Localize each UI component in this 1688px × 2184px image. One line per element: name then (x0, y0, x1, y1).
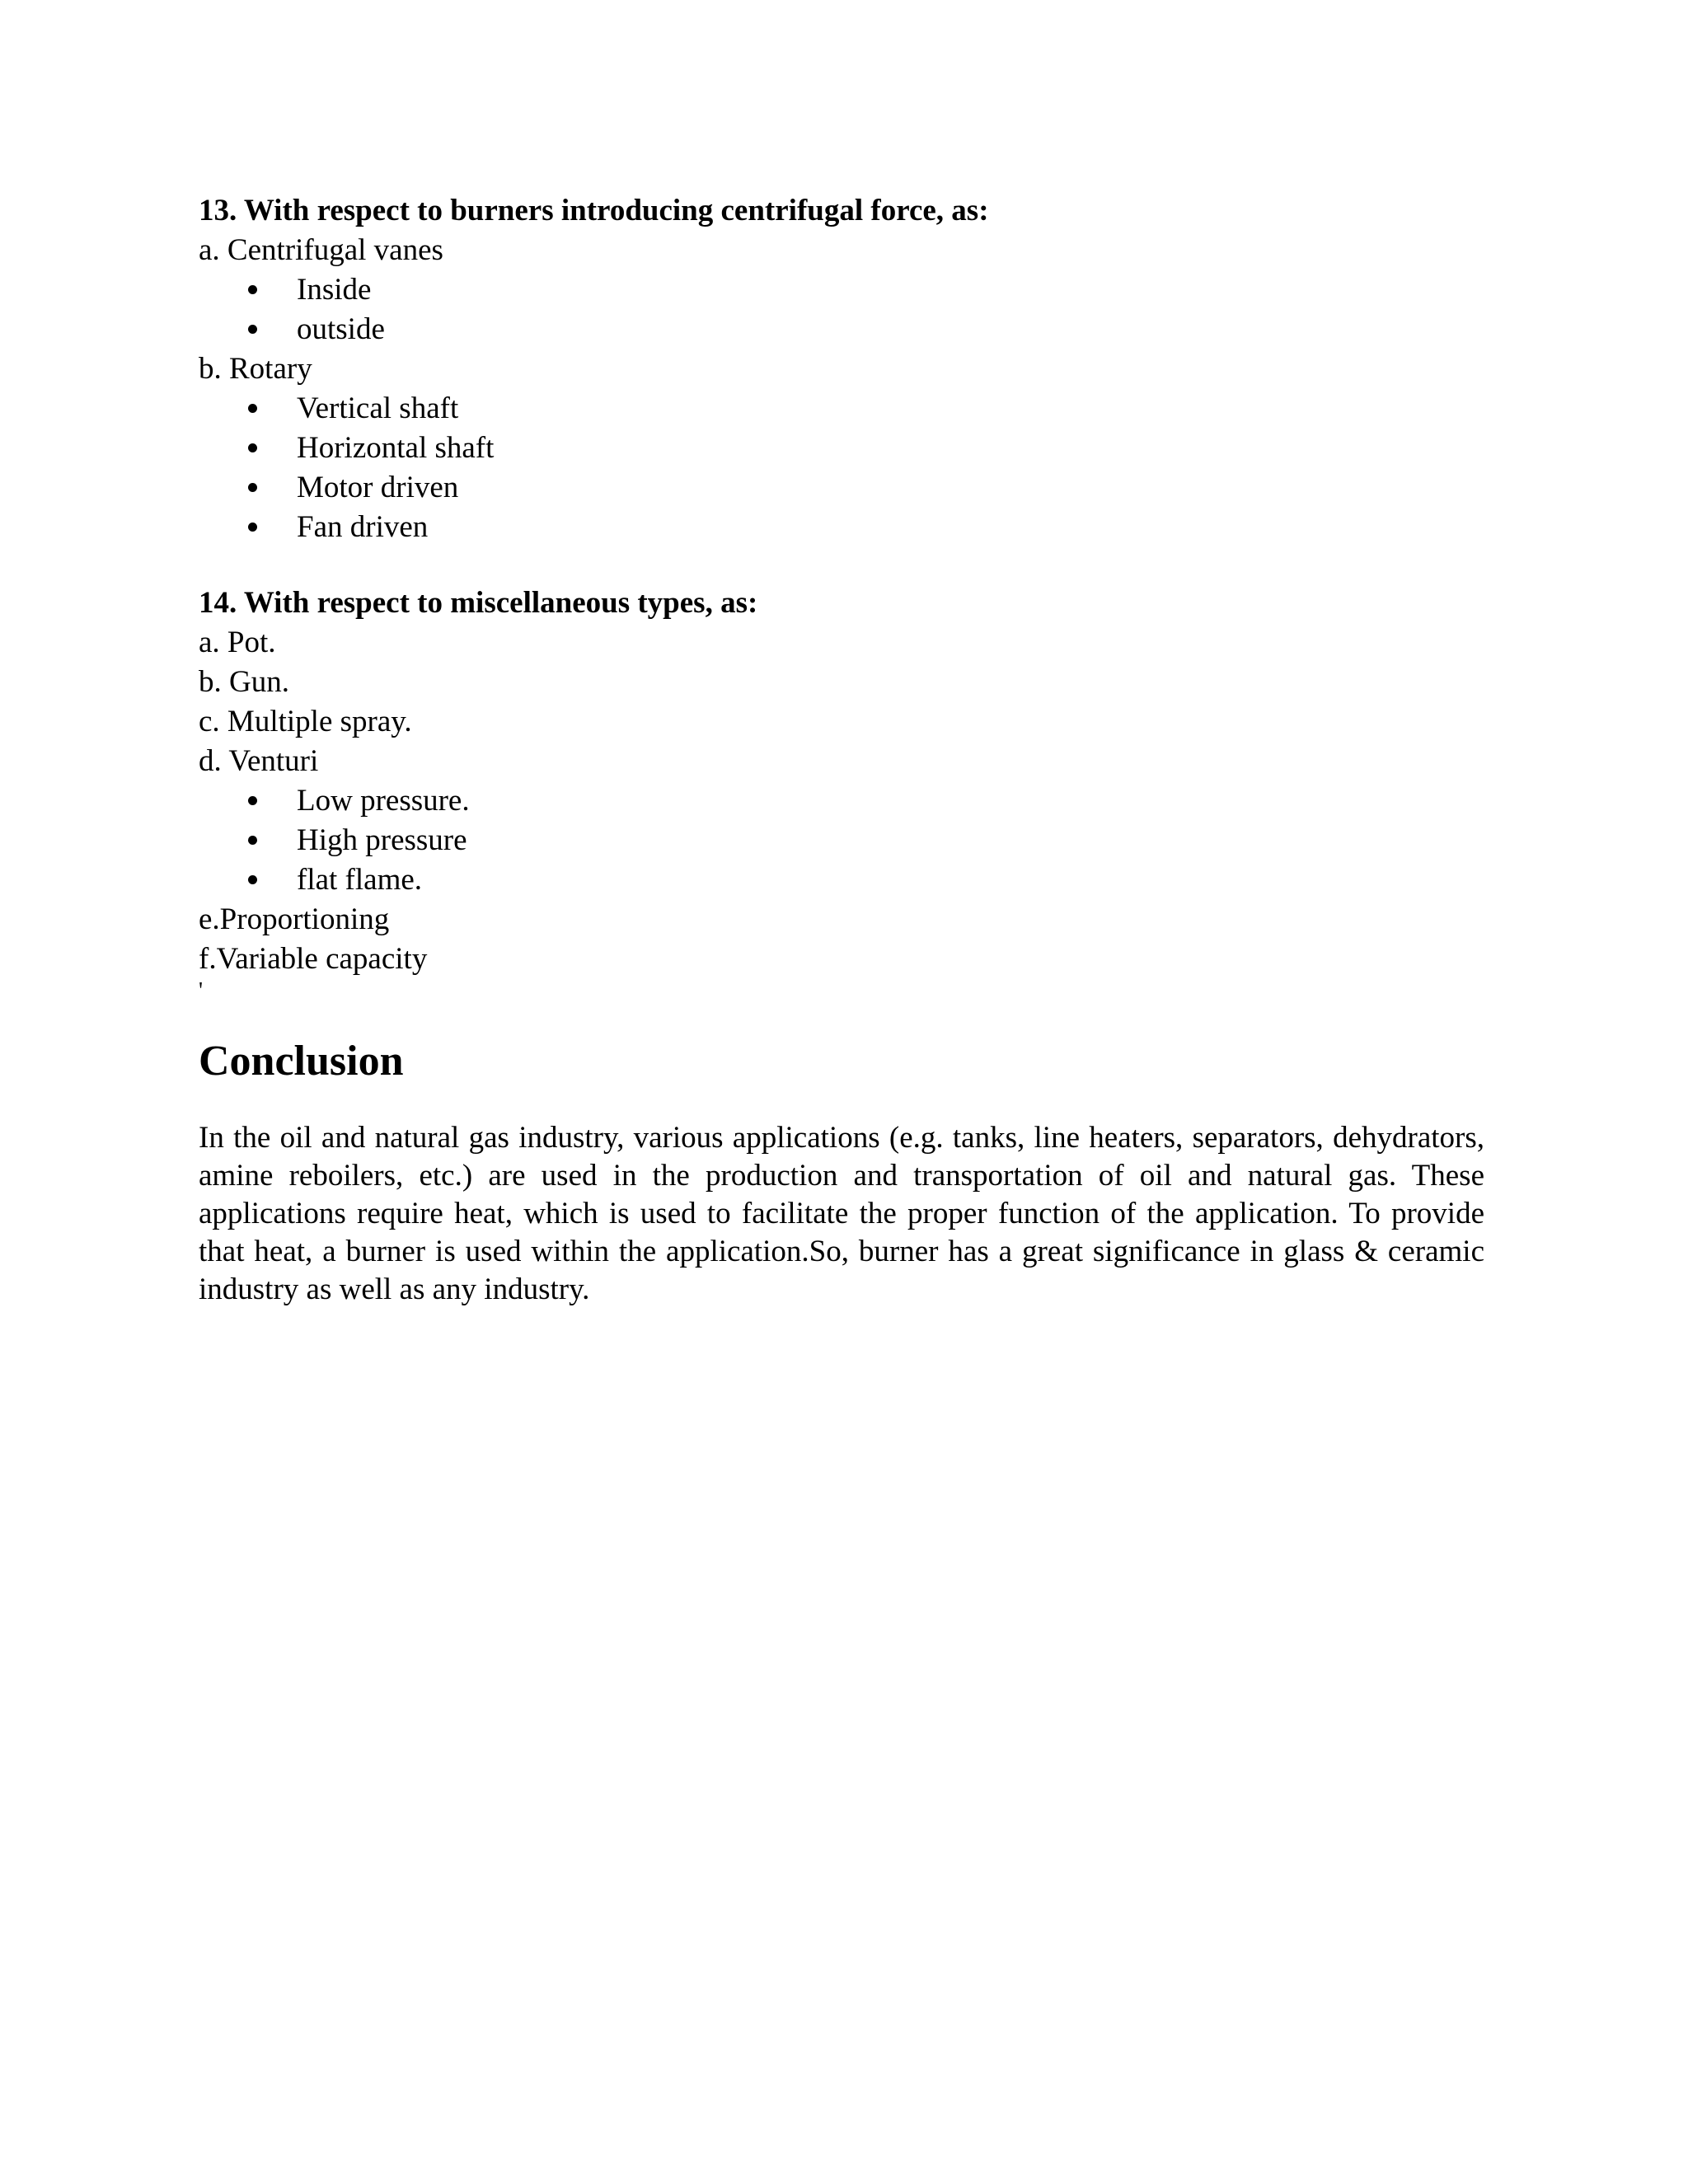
bullet-icon (248, 836, 257, 845)
bullet-icon (248, 523, 257, 532)
section-13-b-list (199, 389, 1484, 547)
bullet-icon (248, 325, 257, 334)
list-item-text: Inside (297, 273, 372, 307)
list-item-text: Low pressure. (297, 784, 470, 818)
list-item-text: High pressure (297, 823, 467, 857)
list-item-text: Vertical shaft (297, 391, 459, 425)
section-14-item-f: f.Variable capacity (199, 942, 428, 976)
list-item (199, 508, 1484, 547)
list-item-text: outside (297, 312, 385, 346)
section-13-heading: 13. With respect to burners introducing centrifugal force, as: (199, 194, 989, 227)
bullet-icon (248, 404, 257, 413)
stray-mark: ' (199, 978, 204, 1004)
bullet-icon (248, 483, 257, 492)
section-14-d-list (199, 781, 1484, 900)
bullet-icon (248, 875, 257, 884)
list-item-text: flat flame. (297, 863, 423, 897)
conclusion-title: Conclusion (199, 1038, 404, 1085)
section-14-item-c: c. Multiple spray. (199, 705, 412, 738)
section-spacer (199, 547, 1484, 583)
list-item (199, 781, 1484, 821)
list-item-text: Horizontal shaft (297, 431, 495, 465)
section-14-item-d: d. Venturi (199, 744, 319, 778)
bullet-icon (248, 285, 257, 294)
conclusion-paragraph: In the oil and natural gas industry, various applications (e.g. tanks, line heaters, separators, dehydrators, amine reboilers, etc.) are used in the production and transportation of oil and natural gas. These applications require heat, which is used to facilitate the proper function of the application. To provide that heat, a burner is used within the application.So, burner has a great significance in glass & ceramic industry as well as any industry. (199, 1121, 1484, 1306)
page-content (199, 191, 1484, 1309)
section-13-item-a: a. Centrifugal vanes (199, 233, 443, 267)
list-item-text: Fan driven (297, 510, 429, 544)
list-item (199, 389, 1484, 429)
section-14-item-e: e.Proportioning (199, 902, 390, 936)
section-14-heading: 14. With respect to miscellaneous types, as: (199, 586, 758, 620)
bullet-icon (248, 443, 257, 452)
section-14-item-a: a. Pot. (199, 626, 276, 659)
section-13-a-list (199, 270, 1484, 349)
list-item (199, 860, 1484, 900)
list-item-text: Motor driven (297, 471, 459, 504)
list-item (199, 310, 1484, 349)
list-item (199, 429, 1484, 468)
bullet-icon (248, 796, 257, 805)
list-item (199, 270, 1484, 310)
section-13-item-b: b. Rotary (199, 352, 312, 386)
list-item (199, 468, 1484, 508)
list-item (199, 821, 1484, 860)
section-14-item-b: b. Gun. (199, 665, 289, 699)
